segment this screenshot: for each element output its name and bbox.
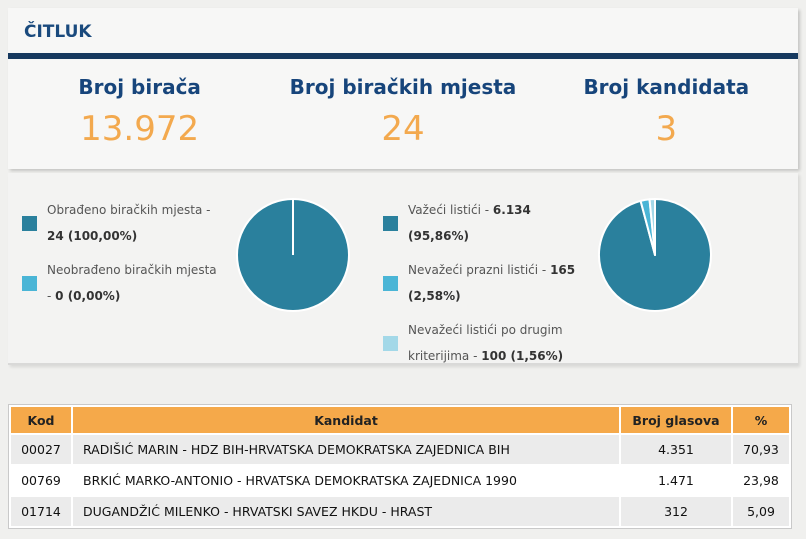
legend-label-text: Neobrađeno biračkih mjesta - bbox=[47, 263, 217, 303]
cell-kandidat: RADIŠIĆ MARIN - HDZ BIH-HRVATSKA DEMOKRATSKA ZAJEDNICA BIH bbox=[73, 435, 619, 464]
legend-label bbox=[408, 257, 587, 309]
summary-card bbox=[8, 8, 798, 169]
charts-panel bbox=[8, 173, 798, 365]
legend-label-text: Nevažeći prazni listići - bbox=[408, 263, 547, 277]
cell-kod: 00027 bbox=[11, 435, 71, 464]
stat-value: 3 bbox=[655, 109, 678, 149]
col-header-kod: Kod bbox=[11, 407, 71, 433]
legend-label bbox=[408, 197, 587, 249]
cell-kod: 00769 bbox=[11, 466, 71, 495]
legend-item bbox=[383, 197, 587, 249]
legend-swatch-blue bbox=[22, 276, 37, 291]
stat-broj-birackih-mjesta bbox=[271, 69, 534, 149]
legend-label-text: Obrađeno biračkih mjesta - bbox=[47, 203, 211, 217]
legend-label-value: 100 (1,56%) bbox=[481, 349, 564, 363]
cell-kandidat: DUGANDŽIĆ MILENKO - HRVATSKI SAVEZ HKDU - HRAST bbox=[73, 497, 619, 526]
legend-biracka-mjesta bbox=[22, 197, 218, 317]
legend-label-text: Nevažeći listići po drugim kriterijima - bbox=[408, 323, 563, 363]
cell-broj-glasova: 1.471 bbox=[621, 466, 731, 495]
table-row bbox=[11, 435, 789, 464]
legend-label bbox=[47, 257, 218, 309]
table-row bbox=[11, 497, 789, 526]
pie-listici-svg bbox=[595, 195, 715, 315]
legend-label-value: 6.134 (95,86%) bbox=[408, 203, 531, 243]
legend-label-value: 0 (0,00%) bbox=[55, 289, 121, 303]
legend-item bbox=[22, 197, 218, 249]
legend-label bbox=[47, 197, 218, 249]
col-header-pct: % bbox=[733, 407, 789, 433]
results-table-wrap bbox=[8, 404, 798, 529]
col-header-kandidat: Kandidat bbox=[73, 407, 619, 433]
legend-item bbox=[22, 257, 218, 309]
cell-pct: 23,98 bbox=[733, 466, 789, 495]
stat-broj-kandidata bbox=[535, 69, 798, 149]
legend-listici bbox=[383, 197, 587, 377]
cell-kandidat: BRKIĆ MARKO-ANTONIO - HRVATSKA DEMOKRATSKA ZAJEDNICA 1990 bbox=[73, 466, 619, 495]
cell-broj-glasova: 4.351 bbox=[621, 435, 731, 464]
legend-swatch-teal bbox=[383, 216, 398, 231]
legend-label-value: 24 (100,00%) bbox=[47, 229, 138, 243]
results-table bbox=[8, 404, 792, 529]
cell-pct: 5,09 bbox=[733, 497, 789, 526]
stats-row bbox=[8, 59, 798, 169]
pie-chart-biracka-mjesta bbox=[233, 195, 353, 315]
stat-label: Broj kandidata bbox=[583, 75, 750, 99]
stat-label: Broj biračkih mjesta bbox=[289, 75, 517, 99]
legend-swatch-light-blue bbox=[383, 336, 398, 351]
col-header-broj-glasova: Broj glasova bbox=[621, 407, 731, 433]
cell-broj-glasova: 312 bbox=[621, 497, 731, 526]
legend-swatch-teal bbox=[22, 216, 37, 231]
stat-broj-biraca bbox=[8, 69, 271, 149]
cell-kod: 01714 bbox=[11, 497, 71, 526]
legend-label-text: Važeći listići - bbox=[408, 203, 490, 217]
table-row bbox=[11, 466, 789, 495]
legend-swatch-blue bbox=[383, 276, 398, 291]
pie-biracka-mjesta-svg bbox=[233, 195, 353, 315]
page-title: ČITLUK bbox=[24, 22, 92, 42]
legend-item bbox=[383, 257, 587, 309]
legend-label-value: 165 (2,58%) bbox=[408, 263, 576, 303]
table-header-row bbox=[11, 407, 789, 433]
stat-label: Broj birača bbox=[78, 75, 201, 99]
stat-value: 24 bbox=[381, 109, 425, 149]
legend-item bbox=[383, 317, 587, 369]
stat-value: 13.972 bbox=[80, 109, 200, 149]
cell-pct: 70,93 bbox=[733, 435, 789, 464]
legend-label bbox=[408, 317, 587, 369]
pie-chart-listici bbox=[595, 195, 715, 315]
